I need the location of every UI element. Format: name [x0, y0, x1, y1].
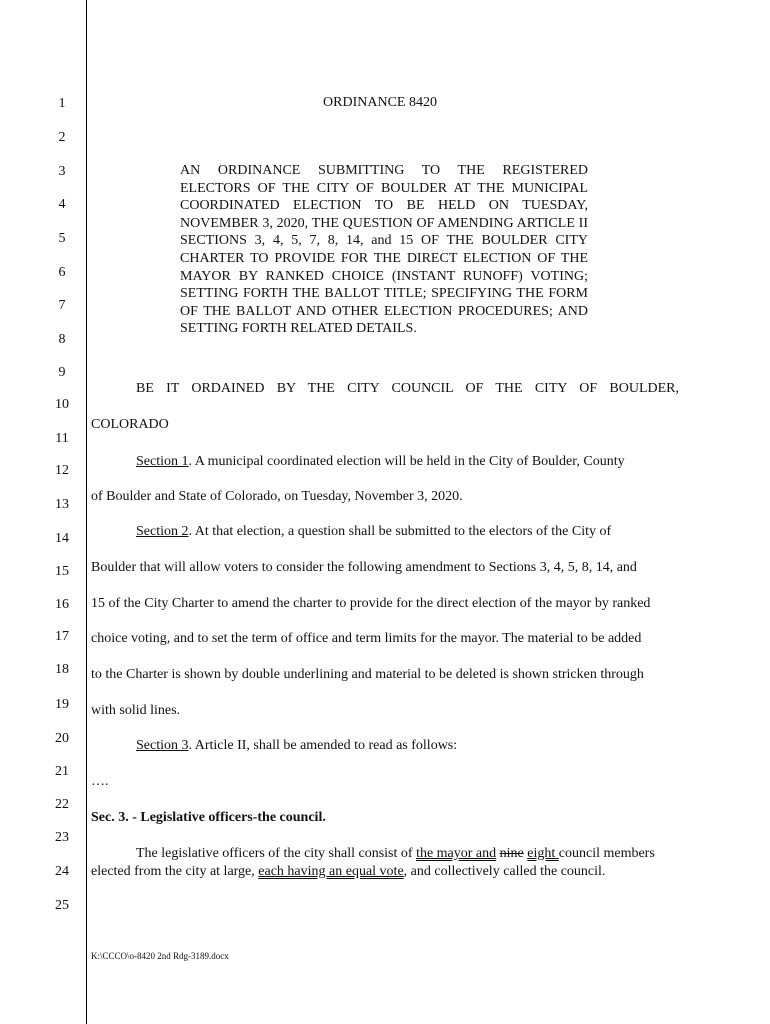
- section-2-text: . At that election, a question shall be submitted to the electors of the City of: [188, 524, 612, 539]
- left-margin-rule: [86, 0, 87, 1024]
- line-number: 5: [58, 231, 66, 246]
- line-number: 14: [55, 531, 69, 546]
- sec-3-heading: Sec. 3. - Legislative officers-the council.: [91, 810, 326, 825]
- ellipsis: ….: [91, 774, 109, 789]
- section-3-text: . Article II, shall be amended to read as follows:: [188, 738, 458, 753]
- line-number: 9: [58, 365, 66, 380]
- ordaining-clause-continued: COLORADO: [91, 417, 169, 432]
- section-2-line-19: with solid lines.: [91, 703, 181, 718]
- line-number: 23: [55, 830, 69, 845]
- line-number: 15: [55, 564, 69, 579]
- ordinance-caption: AN ORDINANCE SUBMITTING TO THE REGISTERED ELECTORS OF THE CITY OF BOULDER AT THE MUNICIPAL COORDINATED ELECTION TO BE HELD ON TUESDAY, NOVEMBER 3, 2020, THE QUESTION OF AMENDING ARTICLE II SECTIONS 3, 4, 5, 7, 8, 14, and 15 OF THE BOULDER CITY CHARTER TO PROVIDE FOR THE DIRECT ELECTION OF THE MAYOR BY RANKED CHOICE (INSTANT RUNOFF) VOTING; SETTING FORTH THE BALLOT TITLE; SPECIFYING THE FORM OF THE BALLOT AND OTHER ELECTION PROCEDURES; AND SETTING FORTH RELATED DETAILS.: [180, 163, 588, 337]
- section-1-label: Section 1: [136, 454, 189, 469]
- line-number: 12: [55, 463, 69, 478]
- sec-3-body-text: council members elected from the city at large,: [91, 846, 655, 879]
- section-2-label: Section 2: [136, 524, 189, 539]
- line-number: 20: [55, 731, 69, 746]
- line-number: 10: [55, 397, 69, 412]
- line-number: 7: [58, 298, 66, 313]
- section-2-line-17: choice voting, and to set the term of office and term limits for the mayor. The material to be added: [91, 631, 642, 646]
- line-number: 25: [55, 898, 69, 913]
- line-number: 21: [55, 764, 69, 779]
- line-number: 4: [58, 197, 66, 212]
- sec-3-body-text: The legislative officers of the city shall consist of: [136, 846, 417, 861]
- section-2-line-18: to the Charter is shown by double underlining and material to be deleted is shown stricken through: [91, 667, 644, 682]
- line-number: 8: [58, 332, 66, 347]
- line-number: 11: [55, 431, 69, 446]
- added-text: the mayor and: [416, 846, 497, 861]
- line-number: 16: [55, 597, 69, 612]
- added-text: eight: [527, 846, 559, 861]
- ordaining-clause: BE IT ORDAINED BY THE CITY COUNCIL OF THE CITY OF BOULDER,: [136, 381, 679, 396]
- section-1-text: . A municipal coordinated election will be held in the City of Boulder, County: [188, 454, 625, 469]
- section-3-line: [136, 738, 457, 754]
- section-2-line: [136, 524, 611, 540]
- sec-3-body-text: , and collectively called the council.: [403, 863, 606, 879]
- line-number: 6: [58, 265, 66, 280]
- line-number: 18: [55, 662, 69, 677]
- deleted-text: nine: [499, 846, 524, 861]
- line-number: 19: [55, 697, 69, 712]
- line-number: 1: [58, 96, 66, 111]
- line-number: 24: [55, 864, 69, 879]
- section-2-line-16: 15 of the City Charter to amend the charter to provide for the direct election of the mayor by ranked: [91, 596, 651, 611]
- document-path-footer: K:\CCCO\o-8420 2nd Rdg-3189.docx: [91, 951, 229, 961]
- sec-3-body: [91, 845, 681, 880]
- line-number: 17: [55, 629, 69, 644]
- section-2-line-15: Boulder that will allow voters to consider the following amendment to Sections 3, 4, 5, 8, 14, and: [91, 560, 637, 575]
- ordinance-title: ORDINANCE 8420: [323, 95, 437, 110]
- section-1-line: [136, 454, 625, 470]
- line-number: 13: [55, 497, 69, 512]
- line-number: 22: [55, 797, 69, 812]
- section-1-text-continued: of Boulder and State of Colorado, on Tuesday, November 3, 2020.: [91, 489, 463, 504]
- section-3-label: Section 3: [136, 738, 189, 753]
- line-number: 3: [58, 164, 66, 179]
- added-text: each having an equal vote: [258, 863, 404, 879]
- line-number: 2: [58, 130, 66, 145]
